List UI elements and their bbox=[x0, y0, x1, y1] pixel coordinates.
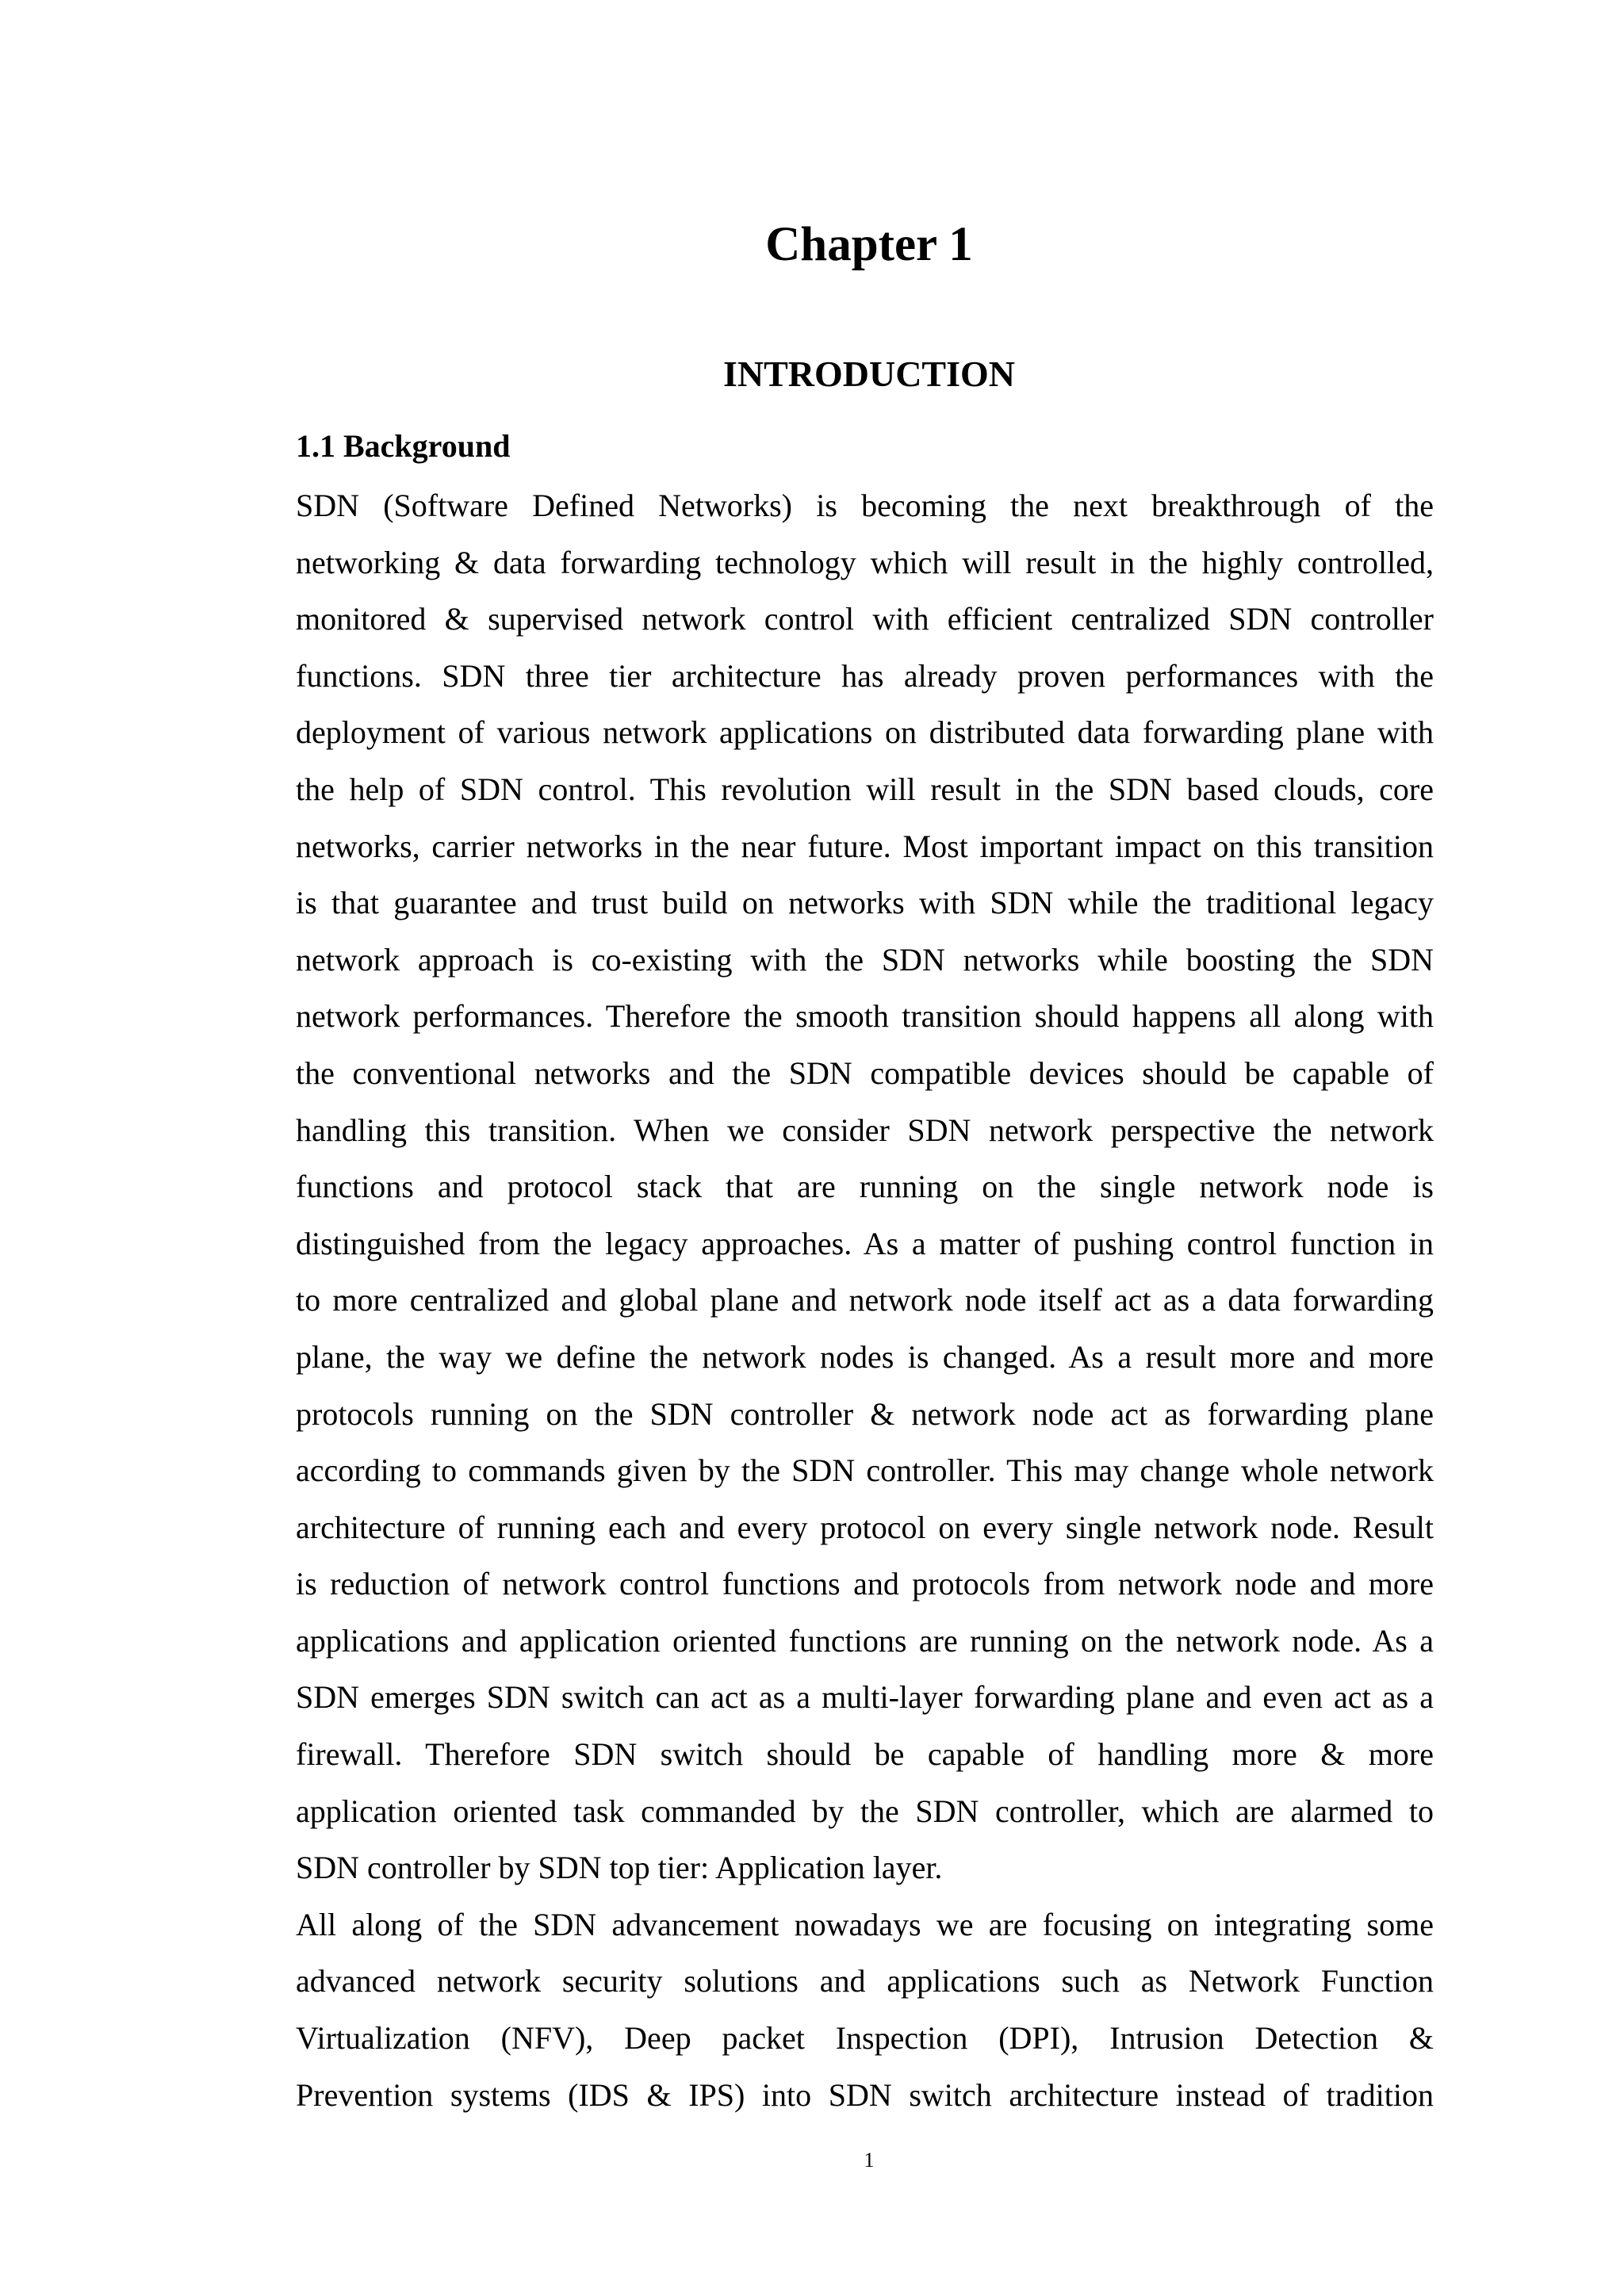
text-line: handling this transition. When we consider SDN network perspective the network bbox=[296, 1112, 1434, 1148]
text-line: networks, carrier networks in the near future. Most important impact on this transition bbox=[296, 828, 1434, 864]
chapter-title: Chapter 1 bbox=[765, 218, 973, 271]
text-line: according to commands given by the SDN controller. This may change whole network bbox=[296, 1452, 1434, 1489]
text-line: application oriented task commanded by the SDN controller, which are alarmed to bbox=[296, 1793, 1434, 1829]
section-heading: INTRODUCTION bbox=[722, 354, 1016, 394]
text-line: plane, the way we define the network nodes is changed. As a result more and more bbox=[296, 1338, 1434, 1375]
text-line: deployment of various network applications on distributed data forwarding plane with bbox=[296, 714, 1434, 751]
text-line: distinguished from the legacy approaches. As a matter of pushing control function in bbox=[296, 1225, 1434, 1261]
text-line: SDN emerges SDN switch can act as a multi-layer forwarding plane and even act as a bbox=[296, 1679, 1434, 1716]
text-line: network performances. Therefore the smooth transition should happens all along with bbox=[296, 998, 1434, 1035]
text-line: the help of SDN control. This revolution will result in the SDN based clouds, core bbox=[296, 771, 1434, 807]
text-line: advanced network security solutions and applications such as Network Function bbox=[296, 1963, 1434, 1999]
body-text bbox=[296, 477, 1434, 2123]
subsection-heading: 1.1 Background bbox=[296, 428, 511, 464]
text-line: SDN controller by SDN top tier: Application layer. bbox=[296, 1850, 943, 1886]
text-line: is reduction of network control functions and protocols from network node and more bbox=[296, 1566, 1434, 1602]
text-line: monitored & supervised network control with efficient centralized SDN controller bbox=[296, 601, 1434, 637]
text-line: functions and protocol stack that are running on the single network node is bbox=[296, 1169, 1434, 1205]
text-line: to more centralized and global plane and network node itself act as a data forwarding bbox=[296, 1282, 1434, 1318]
text-line: the conventional networks and the SDN compatible devices should be capable of bbox=[296, 1054, 1434, 1091]
text-line: firewall. Therefore SDN switch should be capable of handling more & more bbox=[296, 1736, 1434, 1773]
text-line: architecture of running each and every protocol on every single network node. Result bbox=[296, 1509, 1434, 1545]
text-line: applications and application oriented functions are running on the network node. As a bbox=[296, 1622, 1434, 1659]
text-line: network approach is co-existing with the SDN networks while boosting the SDN bbox=[296, 941, 1434, 978]
text-line: functions. SDN three tier architecture has already proven performances with the bbox=[296, 657, 1434, 694]
text-line: networking & data forwarding technology which will result in the highly controlled, bbox=[296, 544, 1434, 580]
text-line: SDN (Software Defined Networks) is becoming the next breakthrough of the bbox=[296, 488, 1434, 523]
page-number: 1 bbox=[864, 2149, 875, 2172]
text-line: Prevention systems (IDS & IPS) into SDN switch architecture instead of tradition bbox=[296, 2076, 1434, 2113]
text-line: Virtualization (NFV), Deep packet Inspection (DPI), Intrusion Detection & bbox=[296, 2020, 1434, 2057]
text-line: is that guarantee and trust build on networks with SDN while the traditional legacy bbox=[296, 885, 1434, 921]
text-line: protocols running on the SDN controller & network node act as forwarding plane bbox=[296, 1395, 1434, 1432]
text-line: All along of the SDN advancement nowadays we are focusing on integrating some bbox=[296, 1906, 1434, 1942]
